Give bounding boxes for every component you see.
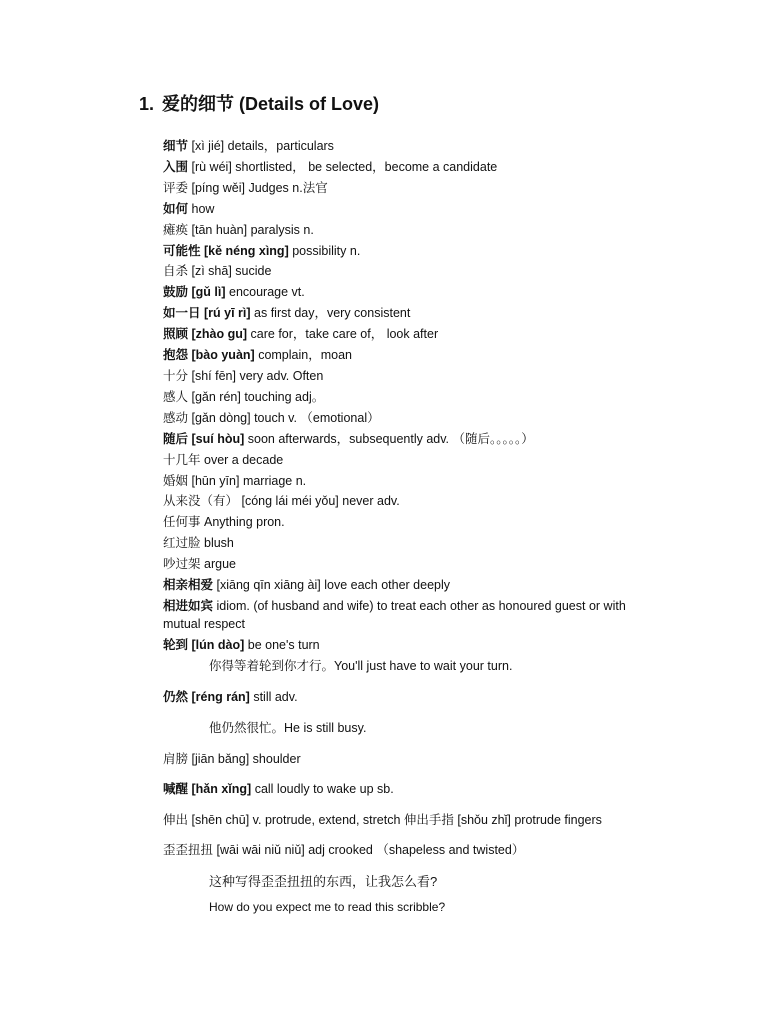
vocab-definition: love each other deeply — [324, 578, 451, 593]
vocab-entry — [163, 596, 633, 635]
vocab-definition: argue — [204, 557, 236, 572]
vocab-definition: very adv. Often — [239, 368, 324, 383]
vocab-term: 相亲相爱 — [163, 578, 214, 593]
vocab-entry — [163, 387, 633, 408]
vocab-term: 喊醒 — [163, 782, 189, 796]
section-title — [139, 90, 379, 116]
vocab-term: 评委 — [163, 180, 189, 195]
vocab-pinyin: [lún dào] — [191, 637, 245, 652]
vocab-definition: Judges n.法官 — [248, 180, 328, 195]
vocab-term: 十几年 — [163, 452, 201, 467]
vocab-pinyin: [xì jié] — [191, 139, 225, 153]
vocab-definition: sucide — [235, 264, 272, 279]
vocab-definition: care for，take care of， look after — [250, 327, 439, 342]
vocab-definition: be one's turn — [247, 637, 320, 652]
vocab-term: 红过脸 — [163, 536, 201, 551]
vocab-entry — [163, 533, 633, 554]
vocab-definition: never adv. — [342, 494, 400, 509]
vocab-entry — [163, 554, 633, 575]
vocab-term: 感人 — [163, 389, 189, 404]
vocab-pinyin: [wāi wāi niǔ niǔ] — [216, 843, 305, 857]
vocab-term: 从来没（有） — [163, 494, 239, 509]
vocab-term: 照顾 — [163, 327, 189, 342]
vocab-entry — [163, 635, 633, 656]
vocab-definition: Anything pron. — [204, 515, 285, 530]
example-sentence-turn: 你得等着轮到你才行。You'll just have to wait your turn. — [209, 659, 513, 673]
vocab-term: 任何事 — [163, 515, 201, 530]
vocab-term: 抱怨 — [163, 348, 189, 363]
vocab-pinyin: [tān huàn] — [191, 222, 248, 237]
vocab-entry-still — [163, 687, 298, 705]
vocab-entry — [163, 220, 633, 241]
vocab-term: 随后 — [163, 431, 189, 446]
vocab-definition: shoulder — [252, 752, 301, 766]
vocab-pinyin: [píng wěi] — [191, 180, 246, 195]
vocab-pinyin: [xiāng qīn xiāng ài] — [216, 578, 321, 593]
vocab-definition: still adv. — [253, 690, 298, 704]
vocab-entry — [163, 282, 633, 303]
vocab-pinyin: [gǎn rén] — [191, 389, 241, 404]
section-number: 1. — [139, 94, 155, 114]
vocab-pinyin: [rú yī rì] — [204, 306, 251, 321]
vocab-definition: how — [191, 201, 215, 216]
vocab-pinyin: [zì shā] — [191, 264, 232, 279]
vocab-entry-stretch — [163, 810, 602, 828]
vocab-entry — [163, 241, 633, 262]
vocab-term: 仍然 — [163, 690, 189, 704]
vocab-pinyin: [kě néng xìng] — [204, 243, 289, 258]
section-title-text: 爱的细节 (Details of Love) — [162, 94, 380, 114]
vocab-pinyin: [réng rán] — [191, 690, 250, 704]
example-sentence-crooked-en: How do you expect me to read this scribble? — [209, 900, 446, 914]
vocab-definition: shortlisted， be selected，become a candidate — [235, 159, 498, 174]
vocab-term: 瘫痪 — [163, 222, 189, 237]
vocab-pinyin: [hūn yīn] — [191, 473, 240, 488]
example-sentence-crooked-cn: 这种写得歪歪扭扭的东西，让我怎么看? — [209, 874, 438, 889]
vocab-term: 鼓励 — [163, 285, 189, 300]
vocab-term: 入围 — [163, 159, 189, 174]
vocab-pinyin: [gǎn dòng] — [191, 410, 251, 425]
vocab-entry — [163, 491, 633, 512]
vocab-term: 伸出 — [163, 813, 189, 827]
vocab-entry — [163, 450, 633, 471]
vocab-entry — [163, 303, 633, 324]
vocabulary-list — [163, 136, 633, 656]
vocab-term: 相进如宾 — [163, 598, 214, 613]
vocab-definition: details，particulars — [227, 139, 334, 153]
vocab-definition: call loudly to wake up sb. — [254, 782, 394, 796]
vocab-term: 可能性 — [163, 243, 201, 258]
example-sentence-still: 他仍然很忙。He is still busy. — [209, 721, 367, 735]
vocab-definition: marriage n. — [242, 473, 307, 488]
vocab-entry — [163, 136, 633, 157]
vocab-definition: blush — [204, 536, 234, 551]
vocab-entry — [163, 157, 633, 178]
vocab-entry — [163, 512, 633, 533]
vocab-pinyin: [suí hòu] — [191, 431, 245, 446]
vocab-entry — [163, 261, 633, 282]
vocab-term: 婚姻 — [163, 473, 189, 488]
vocab-term: 如何 — [163, 201, 189, 216]
vocab-entry — [163, 324, 633, 345]
vocab-term: 轮到 — [163, 637, 189, 652]
vocab-pinyin: [cóng lái méi yǒu] — [241, 494, 339, 509]
vocab-term: 十分 — [163, 368, 189, 383]
vocab-pinyin: [shēn chū] — [191, 813, 250, 827]
vocab-term: 感动 — [163, 410, 189, 425]
vocab-definition: adj crooked （shapeless and twisted） — [308, 843, 525, 857]
vocab-pinyin: [hǎn xǐng] — [191, 782, 252, 796]
vocab-term: 细节 — [163, 139, 189, 153]
vocab-entry-crooked — [163, 840, 524, 858]
vocab-pinyin: [gǔ lì] — [191, 285, 226, 300]
vocab-entry — [163, 471, 633, 492]
vocab-entry — [163, 199, 633, 220]
vocab-definition: soon afterwards，subsequently adv. （随后。。。。。） — [247, 431, 534, 446]
vocab-term: 歪歪扭扭 — [163, 843, 214, 857]
vocab-definition: touch v. （emotional） — [254, 410, 380, 425]
vocab-term: 吵过架 — [163, 557, 201, 572]
vocab-term: 自杀 — [163, 264, 189, 279]
vocab-entry-wake — [163, 779, 394, 797]
vocab-entry — [163, 345, 633, 366]
vocab-definition: idiom. (of husband and wife) to treat each other as honoured guest or with mutual respect — [163, 598, 626, 631]
vocab-entry — [163, 178, 633, 199]
vocab-entry-shoulder — [163, 749, 301, 767]
vocab-term: 肩膀 — [163, 752, 189, 766]
vocab-entry — [163, 575, 633, 596]
vocab-pinyin: [zhào gu] — [191, 327, 248, 342]
vocab-definition: complain，moan — [258, 348, 352, 363]
vocab-definition: possibility n. — [292, 243, 361, 258]
vocab-pinyin: [bào yuàn] — [191, 348, 255, 363]
vocab-definition: v. protrude, extend, stretch 伸出手指 [shǒu zhǐ] protrude fingers — [252, 813, 602, 827]
vocab-entry — [163, 408, 633, 429]
vocab-definition: over a decade — [204, 452, 284, 467]
vocab-term: 如一日 — [163, 306, 201, 321]
vocab-pinyin: [jiān bǎng] — [191, 752, 250, 766]
vocab-pinyin: [shí fēn] — [191, 368, 236, 383]
vocab-entry — [163, 429, 633, 450]
vocab-pinyin: [rù wéi] — [191, 159, 232, 174]
vocab-definition: as first day，very consistent — [254, 306, 411, 321]
vocab-definition: touching adj。 — [244, 389, 325, 404]
vocab-definition: encourage vt. — [229, 285, 305, 300]
vocab-entry — [163, 366, 633, 387]
vocab-definition: paralysis n. — [250, 222, 314, 237]
